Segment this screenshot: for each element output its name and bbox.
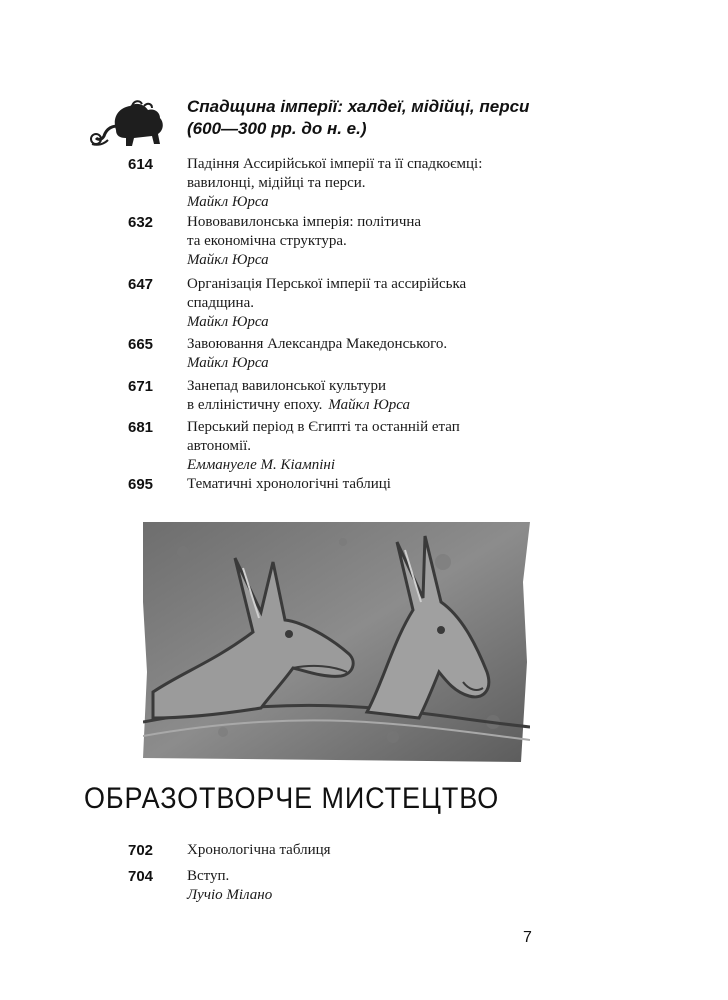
toc-entry-title: автономії.: [187, 438, 252, 454]
toc-entry-title: спадщина.: [187, 295, 254, 311]
toc-page-number: 671: [128, 378, 154, 395]
toc-entry-title: Перський період в Єгипті та останній етап: [187, 419, 460, 435]
toc-entry-title: вавилонці, мідійці та перси.: [187, 175, 366, 191]
toc-entry-title: Вступ.: [187, 868, 230, 884]
toc-page-number: 704: [128, 868, 154, 885]
toc-entry-title: Тематичні хронологічні таблиці: [187, 476, 391, 492]
section-title: [187, 96, 587, 140]
toc-entry-title: Завоювання Александра Македонського.: [187, 336, 448, 352]
toc-entry-title: Занепад вавилонської культури: [187, 378, 387, 394]
toc-entry: [0, 867, 728, 911]
toc-entry-author: Майкл Юрса: [187, 314, 269, 330]
chapter-heading: ОБРАЗОТВОРЧЕ МИСТЕЦТВО: [84, 782, 500, 815]
lion-ornament-icon: [88, 96, 178, 160]
toc-page-number: 681: [128, 419, 154, 436]
toc-entry-author: Лучіо Мілано: [187, 887, 273, 903]
toc-entry: [0, 418, 728, 475]
toc-list: [0, 841, 728, 911]
toc-entry: [0, 155, 728, 213]
toc-entry-author: Майкл Юрса: [187, 252, 269, 268]
toc-entry: [0, 275, 728, 335]
toc-page-number: 632: [128, 214, 154, 231]
toc-page-number: 647: [128, 276, 154, 293]
page-number: 7: [523, 929, 532, 946]
toc-entry-author: Майкл Юрса: [187, 355, 269, 371]
toc-entry-author: Майкл Юрса: [328, 397, 411, 413]
toc-list: [0, 155, 728, 499]
toc-entry: [0, 213, 728, 275]
toc-entry: [0, 377, 728, 418]
donkey-relief-illustration: [143, 522, 530, 762]
toc-entry-author: Майкл Юрса: [187, 194, 269, 210]
toc-page-number: 695: [128, 476, 154, 493]
toc-entry-title: Хронологічна таблиця: [187, 842, 331, 858]
toc-page-number: 702: [128, 842, 154, 859]
section-title-line: Спадщина імперії: халдеї, мідійці, перси: [187, 97, 530, 116]
toc-entry-title: Організація Перської імперії та ассирійська: [187, 276, 467, 292]
toc-entry-title: Падіння Ассирійської імперії та її спадкоємці:: [187, 156, 483, 172]
toc-entry: [0, 841, 728, 867]
toc-entry: [0, 475, 728, 499]
toc-entry: [0, 335, 728, 377]
toc-entry-title: в елліністичну епоху.: [187, 397, 323, 413]
toc-page-number: 665: [128, 336, 154, 353]
toc-page-number: 614: [128, 156, 154, 173]
section-title-dates: (600—300 рр. до н. е.): [187, 119, 367, 138]
toc-entry-title: Нововавилонська імперія: політична: [187, 214, 422, 230]
toc-entry-author: Еммануеле М. Кіампіні: [187, 457, 335, 473]
toc-entry-title: та економічна структура.: [187, 233, 347, 249]
